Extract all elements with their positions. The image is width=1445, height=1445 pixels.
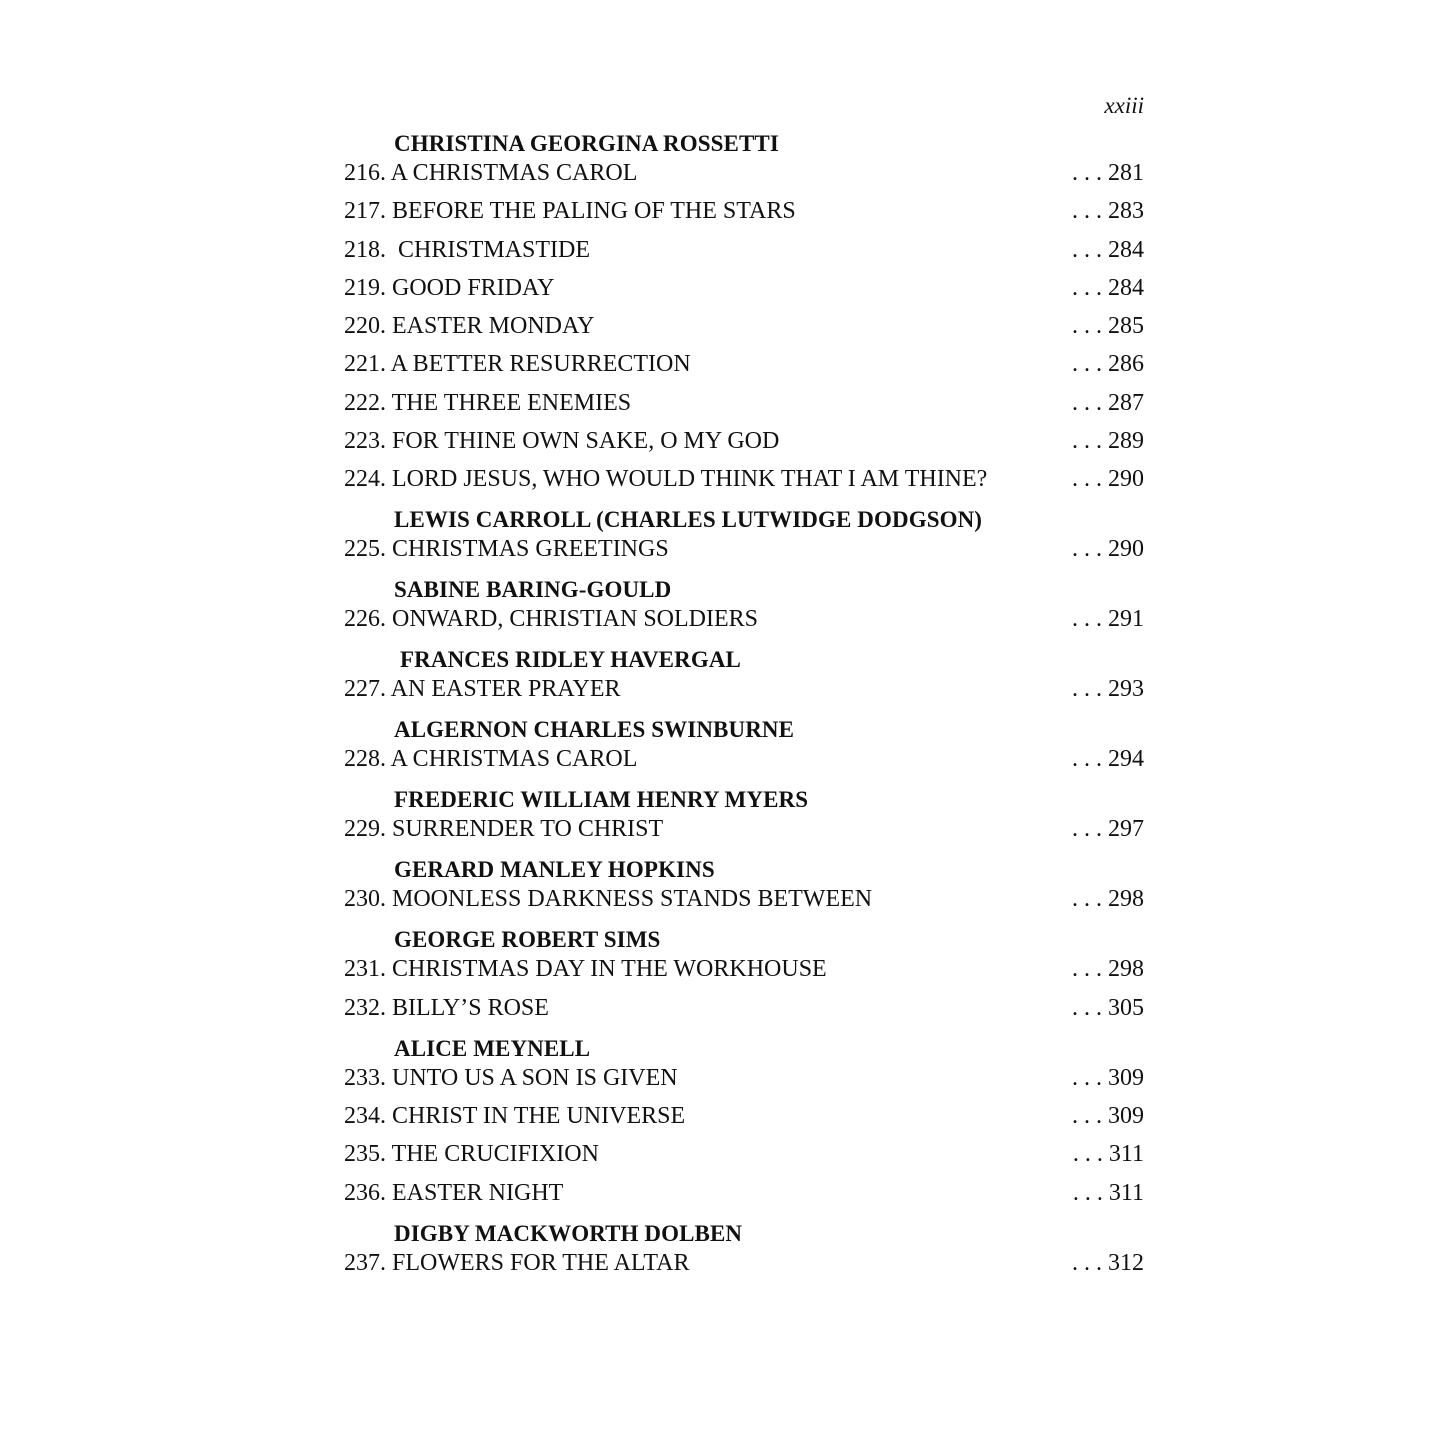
- entry-page-number: . . . 305: [1072, 994, 1144, 1021]
- author-heading: GERARD MANLEY HOPKINS: [394, 857, 715, 883]
- author-heading: SABINE BARING-GOULD: [394, 577, 672, 603]
- toc-entry: [344, 1178, 1144, 1208]
- author-heading: ALICE MEYNELL: [394, 1035, 591, 1061]
- toc-entry: [344, 235, 1144, 265]
- entry-page-number: . . . 309: [1072, 1102, 1144, 1129]
- author-heading: GEORGE ROBERT SIMS: [394, 927, 661, 953]
- entry-page-number: . . . 297: [1072, 816, 1144, 843]
- entry-title: 226. ONWARD, CHRISTIAN SOLDIERS: [344, 606, 759, 633]
- entry-page-number: . . . 290: [1072, 536, 1144, 563]
- toc-entry: [344, 464, 1144, 494]
- entry-title: 224. LORD JESUS, WHO WOULD THINK THAT I AM THINE?: [344, 466, 988, 493]
- entry-title: 233. UNTO US A SON IS GIVEN: [344, 1064, 678, 1091]
- entry-title: 219. GOOD FRIDAY: [344, 274, 555, 301]
- entry-title: 221. A BETTER RESURRECTION: [344, 351, 691, 378]
- table-of-contents: [344, 130, 1144, 1278]
- contents-page: [344, 90, 1144, 1286]
- toc-entry: [344, 1248, 1144, 1278]
- author-heading: FREDERIC WILLIAM HENRY MYERS: [394, 787, 809, 813]
- entry-page-number: . . . 283: [1072, 198, 1144, 225]
- author-heading: DIGBY MACKWORTH DOLBEN: [394, 1220, 743, 1246]
- toc-entry: [344, 814, 1144, 844]
- toc-entry: [344, 158, 1144, 188]
- entry-title: 232. BILLY’S ROSE: [344, 994, 549, 1021]
- entry-page-number: . . . 281: [1072, 160, 1144, 186]
- entry-title: 217. BEFORE THE PALING OF THE STARS: [344, 198, 796, 225]
- entry-title: 216. A CHRISTMAS CAROL: [344, 160, 638, 186]
- entry-page-number: . . . 285: [1072, 313, 1144, 340]
- entry-page-number: . . . 293: [1072, 676, 1144, 703]
- entry-page-number: . . . 298: [1072, 886, 1144, 913]
- page-number: xxiii: [1104, 93, 1144, 118]
- toc-entry: [344, 388, 1144, 418]
- toc-entry: [344, 426, 1144, 456]
- entry-page-number: . . . 291: [1072, 606, 1144, 633]
- toc-entry: [344, 954, 1144, 984]
- entry-title: 229. SURRENDER TO CHRIST: [344, 816, 664, 843]
- entry-page-number: . . . 284: [1072, 274, 1144, 301]
- entry-page-number: . . . 309: [1072, 1064, 1144, 1091]
- entry-page-number: . . . 298: [1072, 956, 1144, 983]
- toc-entry: [344, 884, 1144, 914]
- entry-page-number: . . . 311: [1072, 1141, 1144, 1168]
- entry-page-number: . . . 312: [1072, 1249, 1144, 1276]
- entry-title: 234. CHRIST IN THE UNIVERSE: [344, 1102, 686, 1129]
- entry-page-number: . . . 284: [1072, 236, 1144, 263]
- entry-title: 223. FOR THINE OWN SAKE, O MY GOD: [344, 428, 780, 455]
- author-heading: ALGERNON CHARLES SWINBURNE: [394, 717, 795, 743]
- toc-entry: [344, 534, 1144, 564]
- toc-entry: [344, 349, 1144, 379]
- toc-entry: [344, 311, 1144, 341]
- entry-title: 220. EASTER MONDAY: [344, 313, 595, 340]
- toc-entry: [344, 993, 1144, 1023]
- entry-title: 227. AN EASTER PRAYER: [344, 676, 621, 703]
- entry-title: 235. THE CRUCIFIXION: [344, 1141, 599, 1168]
- toc-entry: [344, 273, 1144, 303]
- toc-entry: [344, 1139, 1144, 1169]
- entry-title: 225. CHRISTMAS GREETINGS: [344, 536, 669, 563]
- entry-page-number: . . . 311: [1072, 1179, 1144, 1206]
- toc-entry: [344, 196, 1144, 226]
- entry-title: 222. THE THREE ENEMIES: [344, 389, 632, 416]
- author-heading: FRANCES RIDLEY HAVERGAL: [400, 647, 741, 673]
- author-heading: LEWIS CARROLL (CHARLES LUTWIDGE DODGSON): [394, 507, 983, 533]
- entry-title: 228. A CHRISTMAS CAROL: [344, 746, 638, 773]
- entry-title: 236. EASTER NIGHT: [344, 1179, 564, 1206]
- entry-page-number: . . . 294: [1072, 746, 1144, 773]
- entry-title: 231. CHRISTMAS DAY IN THE WORKHOUSE: [344, 956, 827, 983]
- toc-entry: [344, 1101, 1144, 1131]
- toc-entry: [344, 1063, 1144, 1093]
- author-heading: CHRISTINA GEORGINA ROSSETTI: [394, 131, 779, 156]
- entry-title: 237. FLOWERS FOR THE ALTAR: [344, 1249, 690, 1276]
- toc-entry: [344, 674, 1144, 704]
- entry-title: 218. CHRISTMASTIDE: [344, 236, 591, 263]
- entry-page-number: . . . 290: [1072, 466, 1144, 493]
- entry-title: 230. MOONLESS DARKNESS STANDS BETWEEN: [344, 886, 873, 913]
- toc-entry: [344, 604, 1144, 634]
- toc-entry: [344, 744, 1144, 774]
- entry-page-number: . . . 287: [1072, 389, 1144, 416]
- entry-page-number: . . . 286: [1072, 351, 1144, 378]
- entry-page-number: . . . 289: [1072, 428, 1144, 455]
